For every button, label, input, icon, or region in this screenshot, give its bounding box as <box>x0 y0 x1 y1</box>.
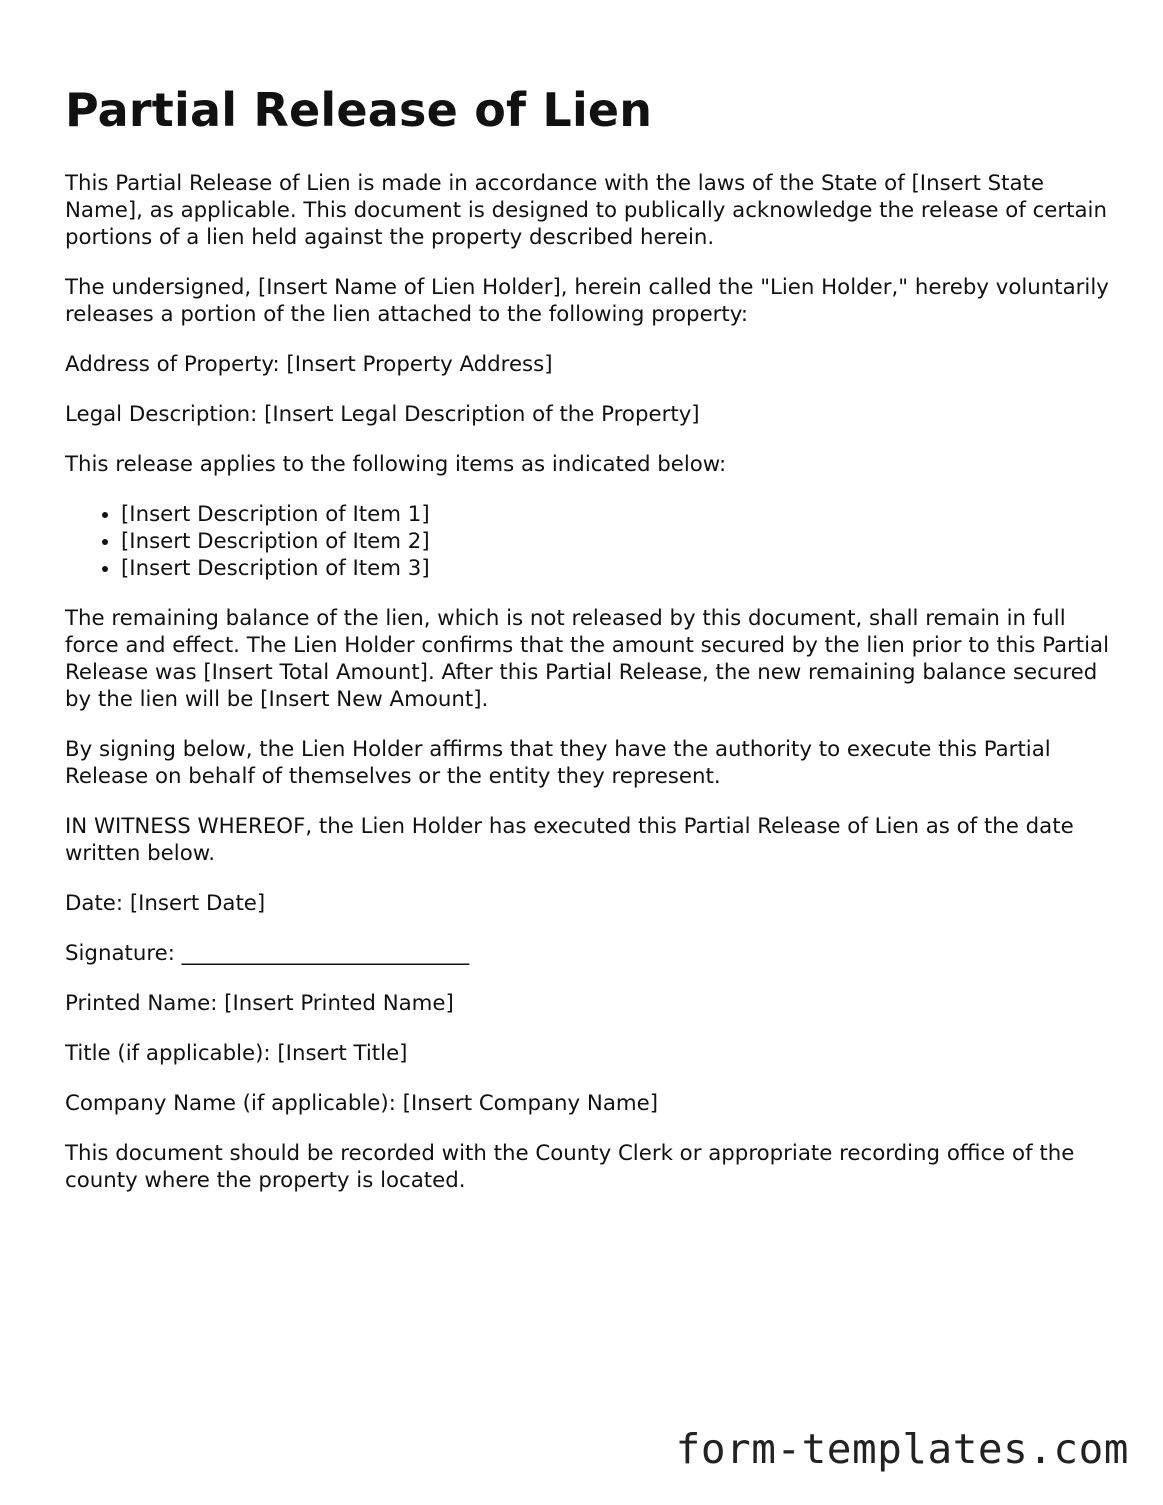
printed-name-field: Printed Name: [Insert Printed Name] <box>65 991 454 1016</box>
title-field: Title (if applicable): [Insert Title] <box>65 1041 408 1066</box>
list-item: • [Insert Description of Item 1] <box>121 501 1115 528</box>
list-item: • [Insert Description of Item 3] <box>121 555 1115 582</box>
property-address: Address of Property: [Insert Property Address] <box>65 352 553 377</box>
company-name-field: Company Name (if applicable): [Insert Company Name] <box>65 1091 659 1116</box>
witness-paragraph: IN WITNESS WHEREOF, the Lien Holder has executed this Partial Release of Lien as of the date written below. <box>65 814 1074 866</box>
legal-description: Legal Description: [Insert Legal Description of the Property] <box>65 402 700 427</box>
signature-field: Signature: ___________________________ <box>65 941 470 966</box>
items-list <box>65 501 1115 582</box>
remaining-balance-paragraph: The remaining balance of the lien, which is not released by this document, shall remain in full force and effect. The Lien Holder confirms that the amount secured by the lien prior to this Partial Release was [Insert Total Amount]. After this Partial Release, the new remaining balance secured by the lien will be [Insert New Amount]. <box>65 606 1110 712</box>
site-watermark: form-templates.com <box>675 1425 1129 1473</box>
document-page <box>65 80 1115 1217</box>
date-field: Date: [Insert Date] <box>65 891 266 916</box>
recording-note: This document should be recorded with the County Clerk or appropriate recording office of the county where the property is located. <box>65 1141 1075 1193</box>
intro-paragraph: This Partial Release of Lien is made in accordance with the laws of the State of [Insert State Name], as applicable. This document is designed to publically acknowledge the release of certain portions of a lien held against the property described herein. <box>65 171 1107 250</box>
document-title: Partial Release of Lien <box>65 83 653 137</box>
items-intro: This release applies to the following items as indicated below: <box>65 452 727 477</box>
authority-paragraph: By signing below, the Lien Holder affirms that they have the authority to execute this Partial Release on behalf of themselves or the entity they represent. <box>65 737 1051 789</box>
list-item: • [Insert Description of Item 2] <box>121 528 1115 555</box>
undersigned-paragraph: The undersigned, [Insert Name of Lien Holder], herein called the "Lien Holder," hereby voluntarily releases a portion of the lien attached to the following property: <box>65 275 1109 327</box>
